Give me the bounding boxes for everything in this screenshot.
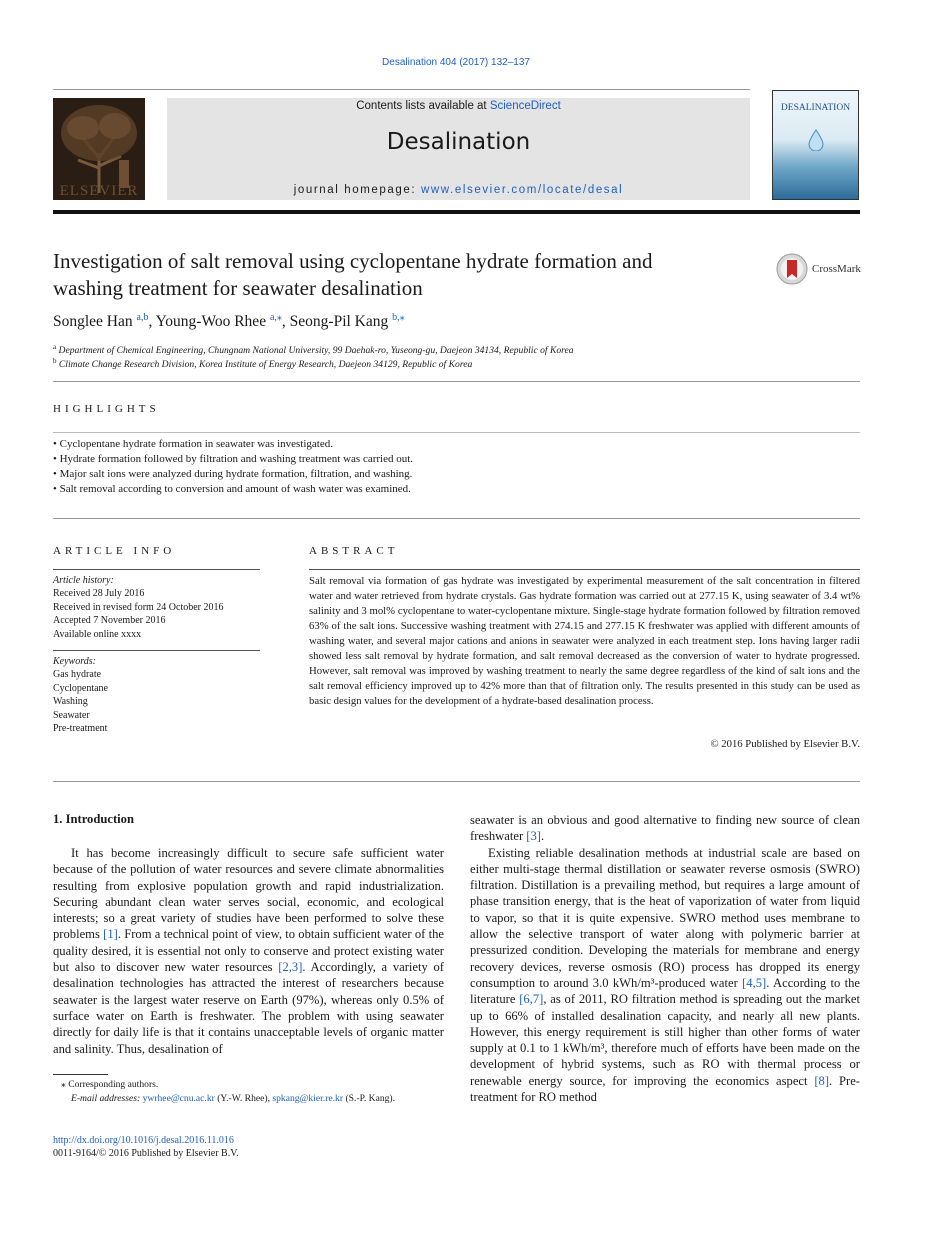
author-separator: , xyxy=(281,313,290,330)
journal-homepage-link[interactable]: www.elsevier.com/locate/desal xyxy=(420,184,624,196)
footnote-mark: ⁎ xyxy=(61,1079,66,1090)
abstract-text: Salt removal via formation of gas hydrate was investigated by experimental measurement of the salt concentration in filtered water and water retrieved from hydrate crystals. Gas hydrate formation was carried out at 277.15 K, using seawater of 3.4 wt% salinity and 3 mol% cyclopentane to water-cyclopentane mixture. Single-stage hydrate formation followed by filtration removed 63% of the salt ions. Successive washing treatment with 274.15 and 277.15 K freshwater was applied with different amounts of washing water, and several major cations and anions in seawater were analyzed in each treatment step. Ions having larger radii showed less salt removal by hydrate formation, and salt removal decreased as the conversion of water to hydrate progressed. However, salt removal was improved by washing treatment to nearly the same degree regardless of the kind of salt ions and the salt removal efficiency improved up to 42% more than that of filtration only. The results presented in this study can be used as basic design values for the development of a hydrate-based desalination process. xyxy=(309,575,860,707)
citation-link[interactable]: [6,7] xyxy=(519,992,544,1007)
affiliation-b xyxy=(53,358,574,372)
homepage-prefix: journal homepage: xyxy=(293,184,421,196)
author-affiliation-mark[interactable]: a,⁎ xyxy=(269,311,282,323)
divider xyxy=(53,518,860,519)
highlight-item: • Major salt ions were analyzed during hydrate formation, filtration, and washing. xyxy=(53,468,413,480)
history-item: Accepted 7 November 2016 xyxy=(53,615,166,627)
citation-link[interactable]: [8] xyxy=(814,1073,830,1088)
abstract-copyright: © 2016 Published by Elsevier B.V. xyxy=(710,738,860,750)
highlight-text: Major salt ions were analyzed during hydrate formation, filtration, and washing. xyxy=(59,468,413,480)
email-owner: (S.-P. Kang). xyxy=(343,1092,396,1104)
author-name: Seong-Pil Kang xyxy=(289,313,393,330)
article-info-heading: ARTICLE INFO xyxy=(53,545,176,557)
affiliation-mark: a xyxy=(53,342,57,351)
affiliation-mark: b xyxy=(53,356,57,365)
section-heading-introduction: 1. Introduction xyxy=(53,812,134,826)
citation-link[interactable]: [1] xyxy=(103,927,118,942)
email-line xyxy=(53,1092,395,1106)
intro-text: seawater is an obvious and good alternative to finding new source of clean freshwater xyxy=(470,813,860,844)
email-link[interactable]: spkang@kier.re.kr xyxy=(272,1092,344,1104)
highlight-text: Hydrate formation followed by filtration and washing treatment was carried out. xyxy=(59,453,414,465)
highlight-text: Salt removal according to conversion and amount of wash water was examined. xyxy=(59,483,411,495)
divider xyxy=(53,781,860,782)
journal-header-box xyxy=(167,98,750,200)
author-separator: , xyxy=(148,313,156,330)
author-name: Songlee Han xyxy=(53,313,137,330)
keyword: Washing xyxy=(53,696,88,708)
highlight-item: • Hydrate formation followed by filtration and washing treatment was carried out. xyxy=(53,453,414,465)
journal-cover xyxy=(772,90,859,200)
author-affiliation-mark[interactable]: b,⁎ xyxy=(392,311,405,323)
title-line-1: Investigation of salt removal using cyclopentane hydrate formation and xyxy=(53,249,653,273)
highlight-item: • Salt removal according to conversion and amount of wash water was examined. xyxy=(53,483,411,495)
keywords xyxy=(53,655,108,735)
intro-text: . From a technical point of view, to obtain sufficient water of the quality desired, it is essential not only to conserve and protect existing water but also to discover new water resources xyxy=(53,927,444,975)
email-link[interactable]: ywrhee@cnu.ac.kr xyxy=(142,1092,215,1104)
affiliation-text: Department of Chemical Engineering, Chungnam National University, 99 Daehak-ro, Yuseong-gu, Daejeon 34134, Republic of Korea xyxy=(58,345,574,356)
contents-prefix: Contents lists available at xyxy=(356,100,490,112)
crossmark-label: CrossMark xyxy=(812,263,861,275)
footnote-text: Corresponding authors. xyxy=(68,1079,159,1090)
highlight-item: • Cyclopentane hydrate formation in seawater was investigated. xyxy=(53,438,333,450)
doi-link[interactable]: http://dx.doi.org/10.1016/j.desal.2016.11.016 xyxy=(53,1135,234,1146)
author-affiliation-mark[interactable]: a,b xyxy=(136,311,149,323)
affiliations xyxy=(53,344,574,371)
affiliation-a xyxy=(53,344,574,358)
intro-column-2 xyxy=(470,812,860,1105)
intro-text: . Pre-treatment for RO method xyxy=(470,1073,860,1105)
intro-text: . xyxy=(540,829,545,844)
divider xyxy=(53,650,260,651)
intro-text: . Accordingly, a variety of desalination technologies has attracted the interest of researchers because seawater is the largest water reserve on Earth (97%), whereas only 0.5% of surface water on Earth is freshwater. The problem with using seawater directly for daily life is that it contains unacceptable levels of organic matter and salinity. Thus, desalination of xyxy=(53,960,444,1056)
journal-name: Desalination xyxy=(386,129,531,155)
abstract-heading: ABSTRACT xyxy=(309,545,399,557)
title-line-2: washing treatment for seawater desalination xyxy=(53,276,423,300)
sciencedirect-link[interactable]: ScienceDirect xyxy=(489,100,561,112)
history-label: Article history: xyxy=(53,575,114,586)
header-top-rule xyxy=(53,89,750,90)
issn-line: 0011-9164/© 2016 Published by Elsevier B.V. xyxy=(53,1148,239,1159)
paragraph xyxy=(470,845,860,1106)
email-label: E-mail addresses: xyxy=(71,1092,143,1104)
intro-text: It has become increasingly difficult to secure safe sufficient water because of the pollution of water resources and severe climate abnormalities resulting from explosive population growth and rapid industrialization. Securing abundant clean water serves social, economic, and ecological interests; so a great variety of studies have been performed to solve these problems xyxy=(53,846,444,942)
email-owner: (Y.-W. Rhee), xyxy=(214,1092,273,1104)
divider xyxy=(309,569,860,570)
journal-citation[interactable]: Desalination 404 (2017) 132–137 xyxy=(382,57,530,68)
crossmark-icon xyxy=(776,253,808,285)
header-bottom-rule xyxy=(53,210,860,214)
history-item: Received 28 July 2016 xyxy=(53,588,145,600)
article-title xyxy=(53,248,753,302)
citation-link[interactable]: [3] xyxy=(526,829,541,844)
affiliation-text: Climate Change Research Division, Korea Institute of Energy Research, Daejeon 34129, Republic of Korea xyxy=(58,358,473,370)
divider xyxy=(53,381,860,382)
intro-column-1 xyxy=(53,845,444,1057)
author-name: Young-Woo Rhee xyxy=(155,313,270,330)
paragraph xyxy=(470,812,860,845)
keyword: Pre-treatment xyxy=(53,723,108,735)
history-item: Received in revised form 24 October 2016 xyxy=(53,601,224,613)
citation-link[interactable]: [4,5] xyxy=(742,975,767,990)
highlights-heading: HIGHLIGHTS xyxy=(53,403,160,415)
intro-text: . According to the literature xyxy=(470,975,860,1007)
cover-title: DESALINATION xyxy=(780,103,851,113)
intro-text: , as of 2011, RO filtration method is spreading out the market up to 66% of installed desalination capacity, and nearly all new plants. However, this energy requirement is still higher than other forms of water supply at 0.1 to 1 kWh/m³, therefore much of efforts have been made on the development of hybrid systems, such as RO with thermal process or renewable energy source, for improving the economics aspect xyxy=(470,992,860,1088)
keyword: Seawater xyxy=(53,709,90,721)
footnote xyxy=(53,1078,395,1105)
citation-link[interactable]: [2,3] xyxy=(278,960,303,975)
keywords-label: Keywords: xyxy=(53,656,96,667)
keyword: Gas hydrate xyxy=(53,669,102,681)
divider xyxy=(53,432,860,433)
footnote-rule xyxy=(53,1074,108,1075)
highlights-list xyxy=(53,437,413,497)
highlight-text: Cyclopentane hydrate formation in seawater was investigated. xyxy=(59,438,333,450)
water-drop-icon xyxy=(808,129,824,156)
intro-text: Existing reliable desalination methods at industrial scale are based on either multi-stage thermal distillation or seawater reverse osmosis (SWRO) filtration. Distillation is a prevailing method, but requires a large amount of phase transition energy, that is the heat of vaporization of water from liquid to vapor, so that it is quite expensive. SWRO method uses membrane to allow the selective transport of water along with polymeric barrier at pressurized condition. Developing the materials for membrane and energy recovery devices, reverse osmosis (RO) process has dropped its energy consumption to around 3.0 kWh/m³-produced water xyxy=(470,845,860,990)
keyword: Cyclopentane xyxy=(53,682,108,694)
elsevier-logo xyxy=(53,98,145,200)
divider xyxy=(53,569,260,570)
corresponding-note xyxy=(53,1078,395,1092)
article-history xyxy=(53,574,224,641)
crossmark-badge[interactable] xyxy=(776,253,866,285)
history-item: Available online xxxx xyxy=(53,628,142,640)
elsevier-wordmark: ELSEVIER xyxy=(59,183,139,199)
author-list xyxy=(53,313,405,331)
